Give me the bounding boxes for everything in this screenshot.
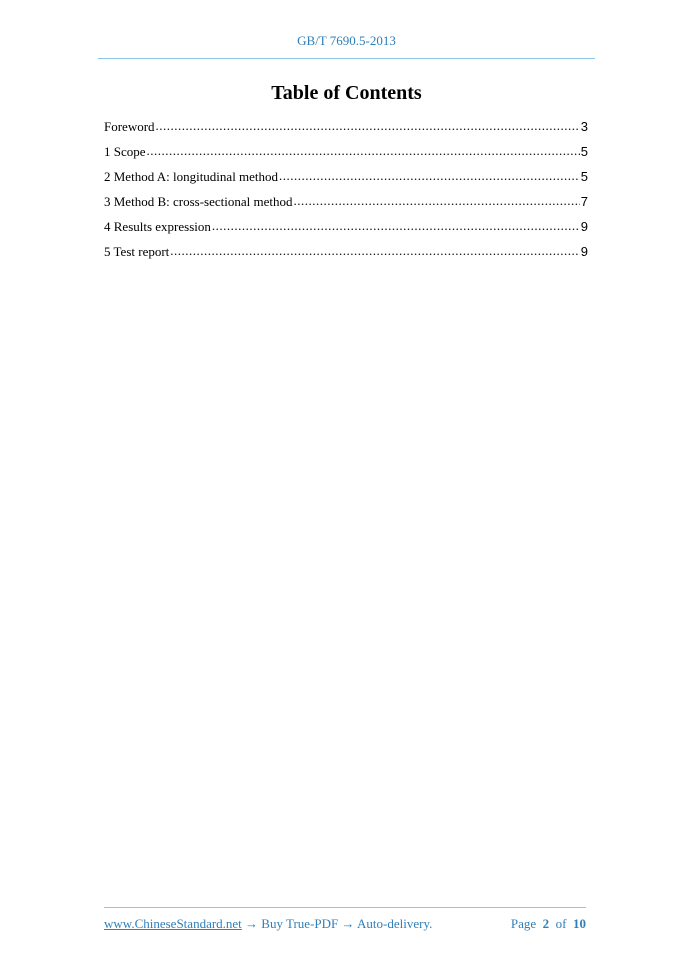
toc-entry-label: 2 Method A: longitudinal method xyxy=(104,169,279,184)
toc-dot-leader xyxy=(147,142,580,160)
page-word: Page xyxy=(510,916,537,931)
page-footer xyxy=(104,915,586,933)
of-word: of xyxy=(555,916,567,931)
footer-divider xyxy=(104,907,586,908)
toc-entry-foreword[interactable] xyxy=(104,118,588,143)
footer-tagline: → Buy True-PDF → Auto-delivery. xyxy=(241,916,433,931)
toc-entry-label: 5 Test report xyxy=(104,244,170,259)
toc-entry-label: 1 Scope xyxy=(104,144,146,159)
toc-entry-method-a[interactable] xyxy=(104,168,588,193)
current-page: 2 xyxy=(542,916,550,931)
toc-dot-leader xyxy=(212,217,580,235)
toc-entry-page: 7 xyxy=(580,194,588,209)
toc-entry-label: 3 Method B: cross-sectional method xyxy=(104,194,293,209)
toc-entry-method-b[interactable] xyxy=(104,193,588,218)
toc-entry-test-report[interactable] xyxy=(104,243,588,268)
toc-entry-page: 5 xyxy=(580,144,588,159)
toc-dot-leader xyxy=(293,192,579,210)
toc-dot-leader xyxy=(170,242,579,260)
toc-dot-leader xyxy=(279,167,580,185)
toc-entry-scope[interactable] xyxy=(104,143,588,168)
toc-entry-page: 9 xyxy=(580,244,588,259)
page-header xyxy=(98,32,595,59)
toc-entry-page: 5 xyxy=(580,169,588,184)
toc-dot-leader xyxy=(156,117,580,135)
toc-entry-label: Foreword xyxy=(104,119,155,134)
total-pages: 10 xyxy=(573,916,586,931)
toc-entry-page: 3 xyxy=(580,119,588,134)
toc-title: Table of Contents xyxy=(271,82,422,104)
page-number xyxy=(511,915,586,933)
toc-entry-page: 9 xyxy=(580,219,588,234)
toc-entry-results-expression[interactable] xyxy=(104,218,588,243)
standard-code: GB/T 7690.5-2013 xyxy=(297,33,396,48)
table-of-contents xyxy=(104,118,588,268)
site-link[interactable]: www.ChineseStandard.net xyxy=(104,916,242,931)
toc-entry-label: 4 Results expression xyxy=(104,219,211,234)
footer-promo xyxy=(104,915,432,933)
